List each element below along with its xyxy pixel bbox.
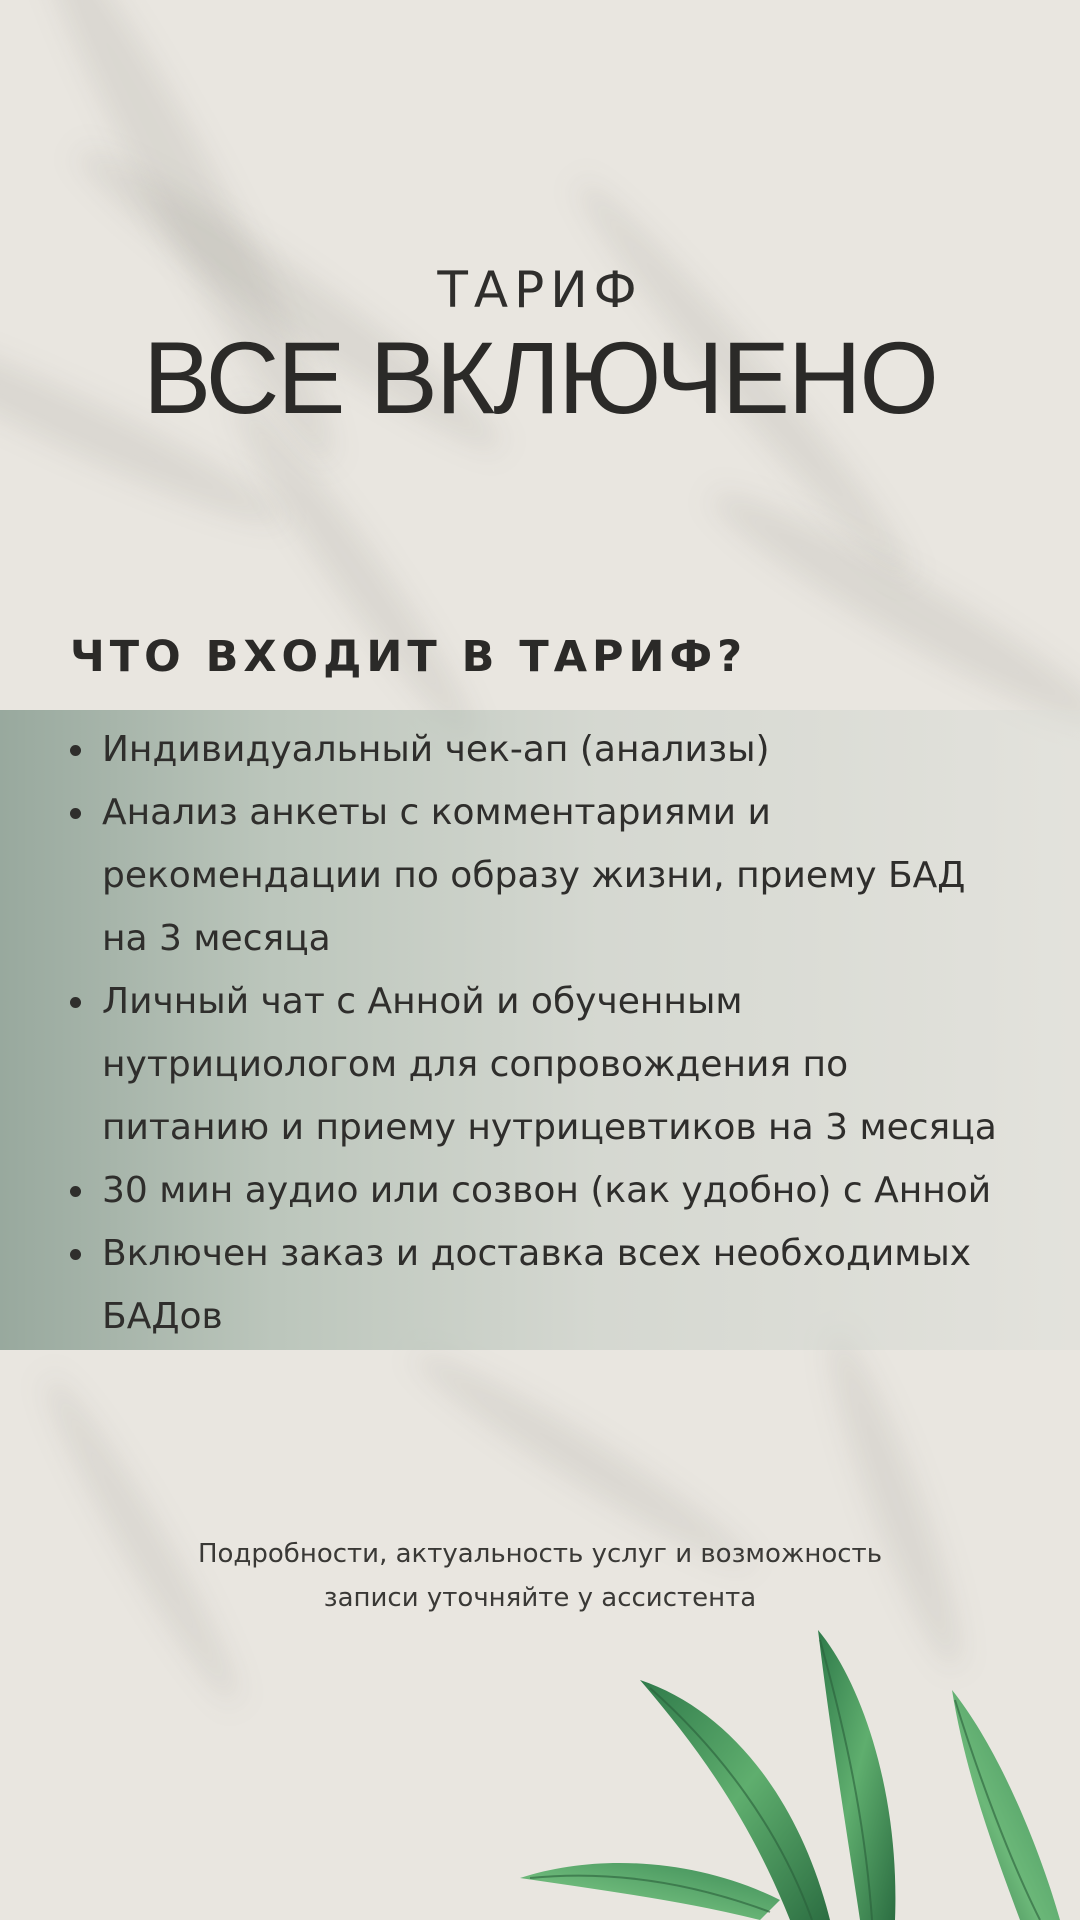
footnote: [0, 1532, 1080, 1620]
features-list: [70, 718, 1070, 1348]
section-title: ЧТО ВХОДИТ В ТАРИФ?: [70, 632, 748, 682]
feature-item-checkup: [70, 718, 1070, 781]
feature-item-questionnaire: [70, 781, 1070, 970]
footnote-line: записи уточняйте у ассистента: [323, 1583, 757, 1613]
footnote-line: Подробности, актуальность услуг и возможность: [197, 1539, 883, 1569]
feature-line: Включен заказ и доставка всех необходимых: [102, 1233, 972, 1274]
leaf-shape: [520, 1863, 780, 1920]
tariff-header: [0, 261, 1080, 435]
feature-item-delivery: [70, 1222, 1070, 1348]
bullet-dot-icon: [70, 997, 81, 1008]
feature-item-chat: [70, 970, 1070, 1159]
green-leaves-decoration: [500, 1620, 1080, 1920]
feature-line: 30 мин аудио или созвон (как удобно) с Анной: [102, 1170, 992, 1211]
tariff-name: ВСЕ ВКЛЮЧЕНО: [143, 321, 937, 435]
feature-line: Индивидуальный чек-ап (анализы): [102, 729, 770, 770]
features-panel: [0, 710, 1080, 1350]
bullet-dot-icon: [70, 745, 81, 756]
feature-line: нутрициологом для сопровождения по: [102, 1044, 849, 1085]
feature-line: рекомендации по образу жизни, приему БАД: [102, 855, 966, 896]
bullet-dot-icon: [70, 1186, 81, 1197]
leaf-shape: [952, 1690, 1060, 1920]
feature-line: питанию и приему нутрицевтиков на 3 месяца: [102, 1107, 997, 1148]
tariff-label: ТАРИФ: [437, 261, 643, 319]
bullet-dot-icon: [70, 1249, 81, 1260]
feature-line: Анализ анкеты с комментариями и: [102, 792, 771, 833]
feature-line: БАДов: [102, 1296, 223, 1337]
bullet-dot-icon: [70, 808, 81, 819]
feature-line: на 3 месяца: [102, 918, 331, 959]
feature-item-call: [70, 1159, 1070, 1222]
feature-line: Личный чат с Анной и обученным: [102, 981, 743, 1022]
